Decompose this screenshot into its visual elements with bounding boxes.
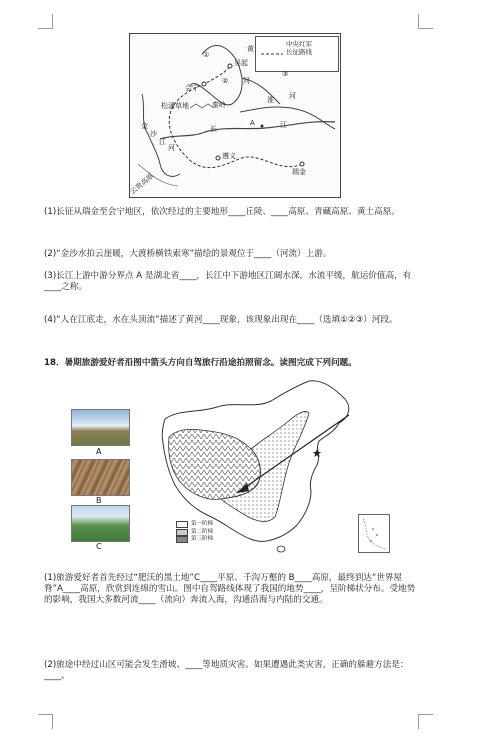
zunyi-dot	[216, 156, 220, 160]
label-songpan: 松潘草地	[161, 102, 189, 110]
question-4: (4)“人在江底走，水在头顶流”描述了黄河____现象，该现象出现在____（选填①②③）河段。	[44, 315, 398, 325]
qinling-mountains	[190, 104, 214, 108]
question-18-1: (1)旅游爱好者首先经过“肥沃的黑土地”C____平原、千沟万壑的 B____高原，最终到达“世界屋脊”A____高原，欣赏到连绵的雪山。图中自驾路线体现了我国的地势____，呈阶梯状分布。受地势的影响，我国大多数河流____（流向）奔流入海，沟通沿海与内陆的交通。	[44, 573, 416, 605]
yellow-river	[190, 46, 242, 105]
label-jin: 金	[141, 122, 148, 130]
inset-drawing	[359, 515, 389, 552]
label-wuqi: 吴起	[234, 59, 248, 67]
label-circle-1: ①	[203, 51, 210, 59]
question-18-2: (2)旅途中经过山区可能会发生滑坡、____等地质灾害。如果遭遇此类灾害，正确的躲避方法是：____。	[44, 660, 409, 681]
photo-b-label: B	[96, 496, 102, 505]
question-1: (1)长征从瑞金至会宁地区，依次经过的主要地形____丘陵、____高原、青藏高原、黄土高原。	[44, 207, 400, 217]
photo-a-label: A	[96, 447, 102, 456]
point-a-dot	[261, 125, 264, 128]
photo-c-label: C	[96, 542, 102, 551]
ruijin-dot	[300, 162, 304, 166]
page-corner-mark	[38, 714, 53, 729]
label-he: 河	[243, 77, 250, 85]
label-huai-he: 河	[289, 92, 296, 100]
huining-dot	[202, 82, 206, 86]
yangtze-river	[160, 122, 335, 139]
page-corner-mark	[418, 714, 433, 729]
label-huai: 淮	[267, 96, 274, 104]
label-circle-2: ②	[222, 77, 229, 85]
photo-a-snow-mountains	[71, 409, 130, 446]
legend-step-1: 第一阶梯	[191, 521, 214, 527]
legend-step-3: 第三阶梯	[191, 536, 214, 542]
label-zunyi: 遵义	[222, 152, 236, 160]
map1-legend-text: 中央红军 长征路线	[286, 40, 312, 56]
terrain-legend	[176, 521, 213, 544]
page-corner-mark	[418, 14, 433, 29]
label-yungui: 云贵高原	[128, 171, 156, 197]
hainan-island	[277, 546, 285, 552]
label-sha: 沙	[150, 130, 157, 138]
legend-step-2: 第二阶梯	[191, 528, 214, 535]
photo-c-black-soil-plain	[71, 505, 130, 542]
south-china-sea-inset	[358, 514, 390, 553]
china-terrain-map	[159, 379, 362, 557]
question-18-stem: 18．暑期旅游爱好者沿图中箭头方向自驾旅行沿途拍照留念。读图完成下列问题。	[44, 358, 357, 368]
label-huang: 黄	[247, 45, 254, 53]
photo-b-loess-plateau	[71, 459, 130, 496]
label-jiang2: 江	[280, 121, 287, 129]
question-2: (2)“金沙水拍云崖暖，大渡桥横铁索寒”描绘的景观位于____（河流）上游。	[44, 249, 332, 259]
map1-legend	[255, 36, 339, 72]
long-march-map	[129, 33, 341, 198]
label-jiang: 江	[159, 138, 166, 146]
label-ruijin: 瑞金	[292, 168, 306, 176]
label-a: A	[250, 119, 255, 127]
label-huining: 会宁	[185, 84, 199, 92]
label-chang: 长	[210, 125, 217, 133]
label-qinling: 秦岭	[212, 101, 226, 109]
page-corner-mark	[38, 14, 53, 29]
label-circle-3: ③	[282, 70, 289, 78]
label-heshui: 河	[168, 144, 175, 152]
question-3: (3)长江上游中游分界点 A 是湖北省____，长江中下游地区江阔水深，水流平缓，航运价值高，有____之称。	[44, 271, 412, 292]
wuqi-dot	[228, 64, 232, 68]
